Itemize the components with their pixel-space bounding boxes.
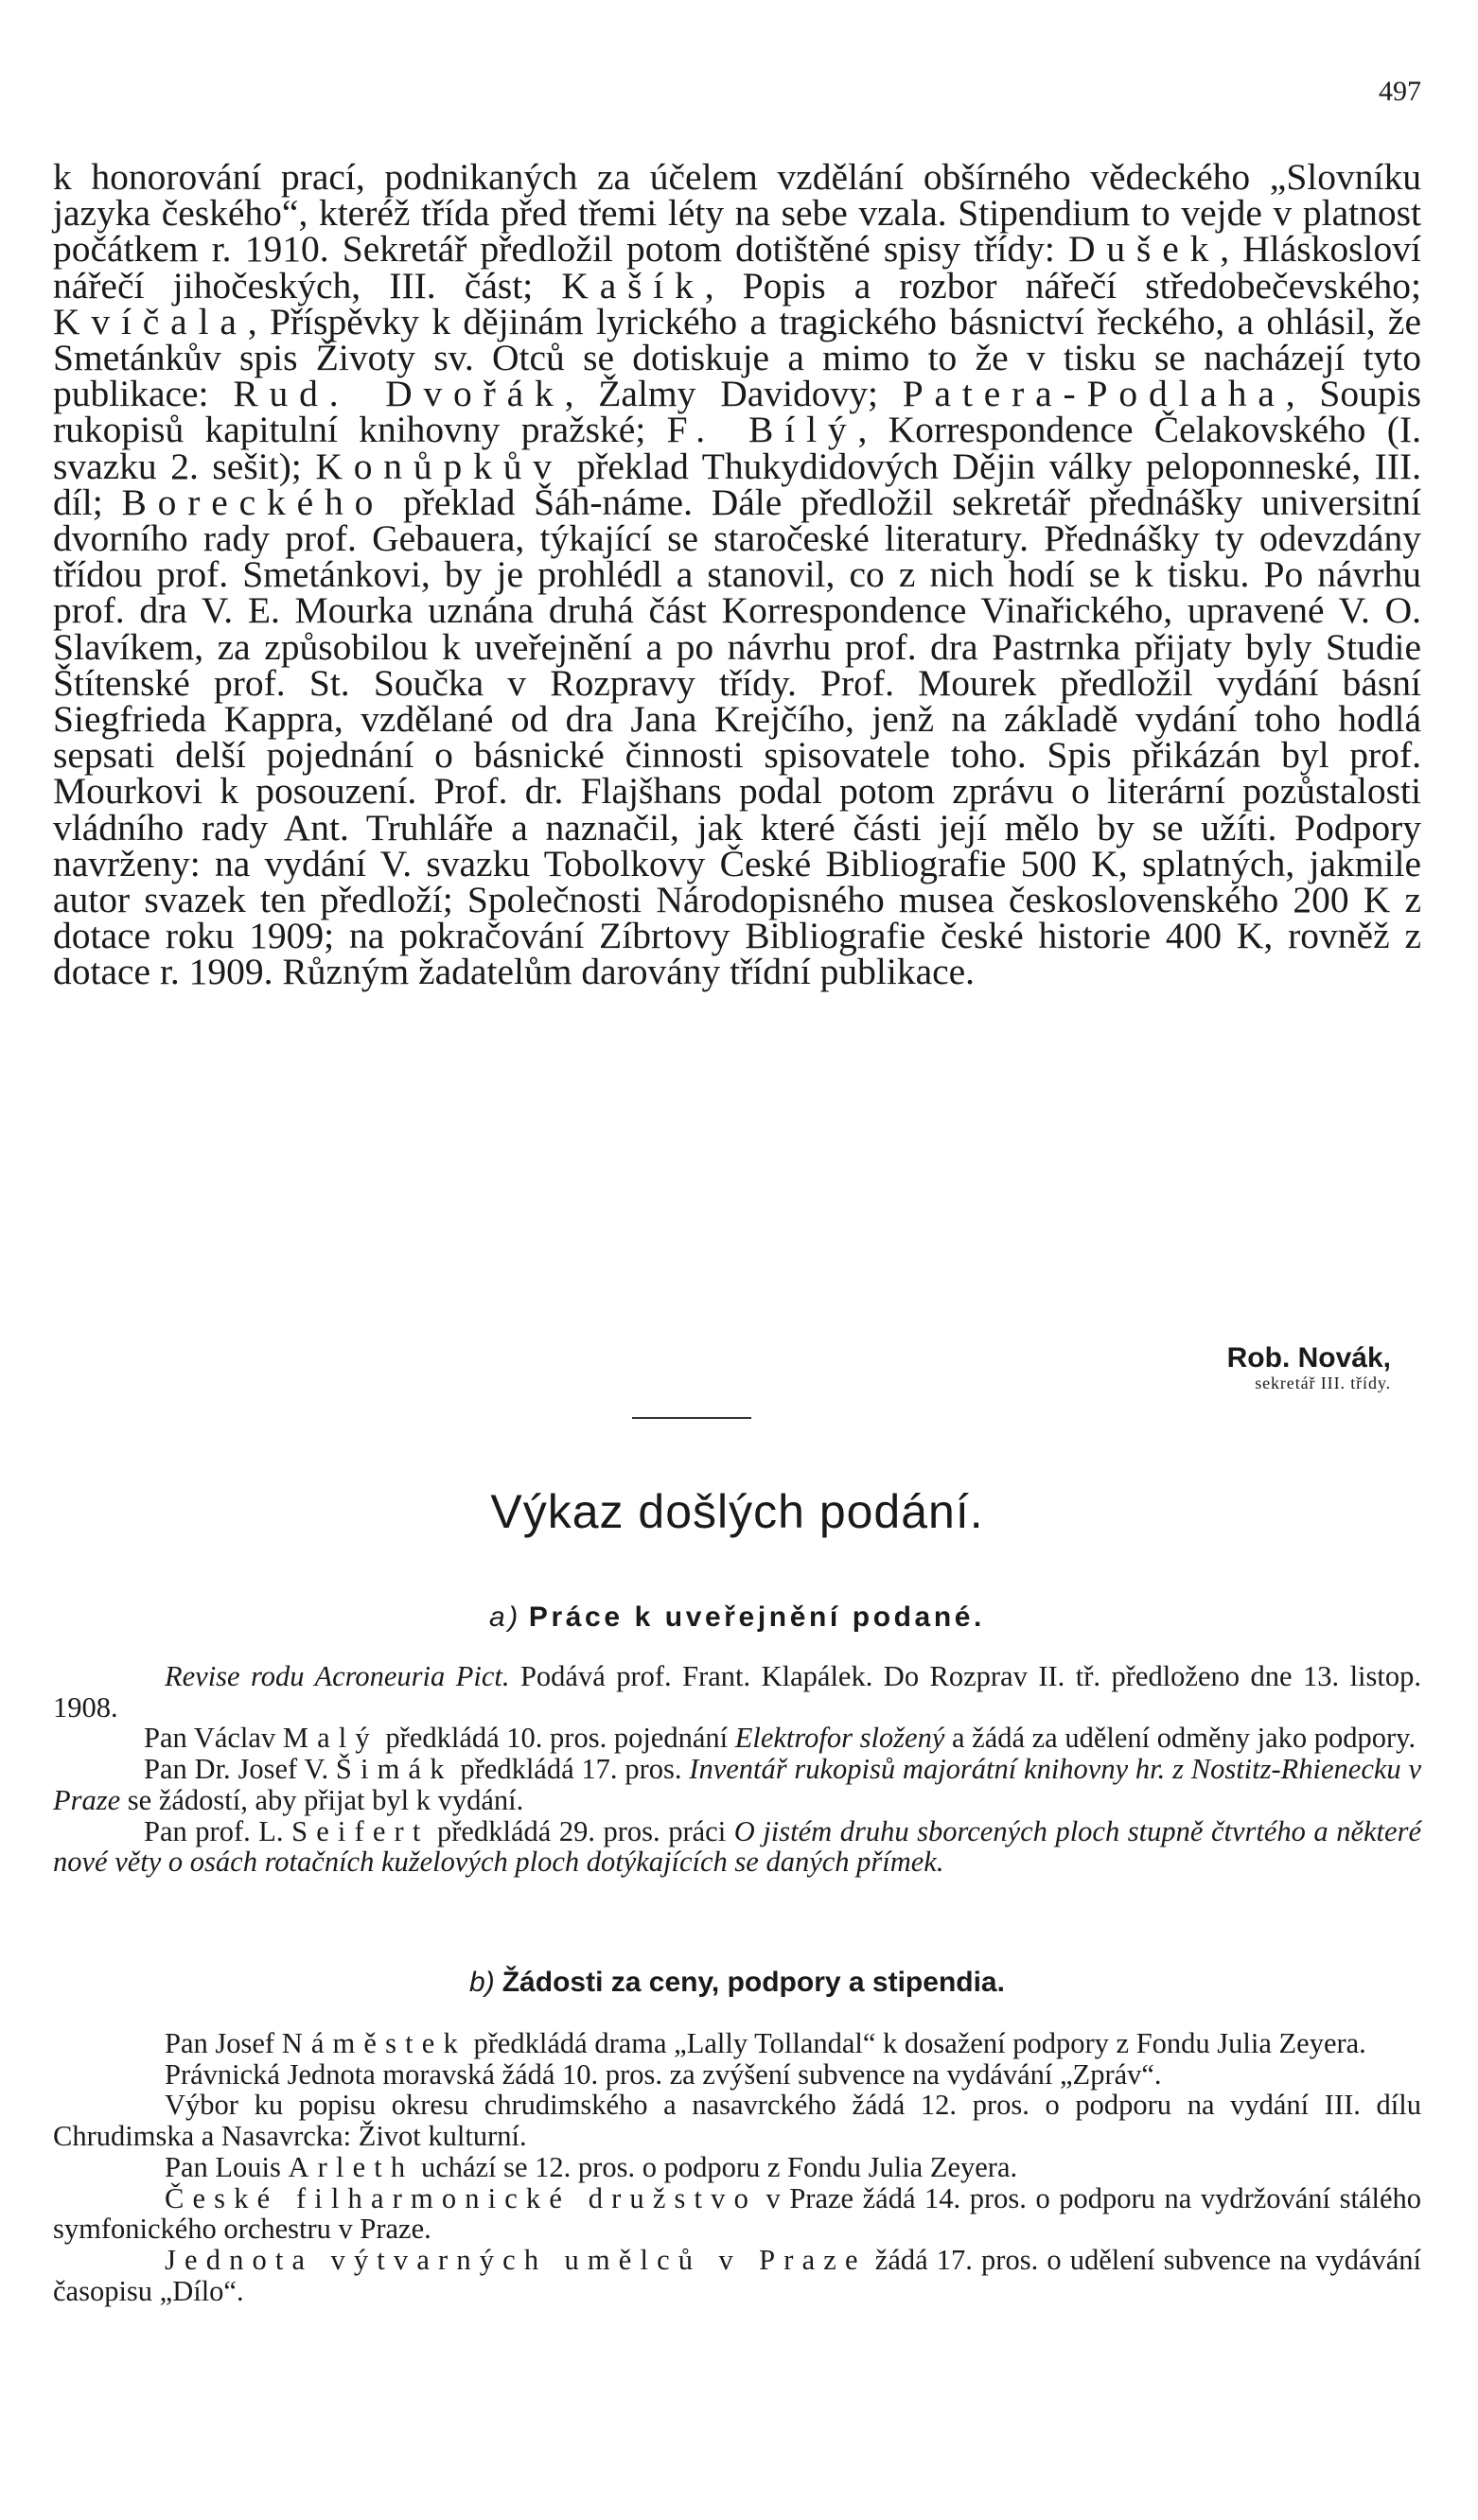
text-run: a žádá za udělení odměny jako podpory.: [944, 1722, 1416, 1755]
text-run: Pan Josef: [165, 2027, 282, 2059]
text-run: v Praze žádá 14. pros. o podporu na vydržování stálého symfonického orchestru v Praze.: [53, 2181, 1421, 2246]
list-item: [53, 2245, 1421, 2306]
subsection-marker: a): [489, 1601, 521, 1633]
text-run: předkládá 29. pros. práci: [429, 1814, 734, 1847]
list-item: [53, 1754, 1421, 1815]
list-item: [53, 2028, 1421, 2059]
spaced-name: České filharmonické družstvo: [165, 2181, 757, 2214]
work-title: Revise rodu Acroneuria Pict.: [165, 1660, 510, 1692]
text-run: předkládá drama „Lally Tollandal“ k dosažení podpory z Fondu Julia Zeyera.: [466, 2027, 1366, 2059]
signature-block: [1135, 1343, 1391, 1392]
subsection-heading-text: Práce k uveřejnění podané.: [528, 1601, 985, 1633]
spaced-name: Seifert: [291, 1814, 430, 1847]
list-item: [53, 1816, 1421, 1878]
text-run: , Popis a rozbor nářečí středobečevského;: [704, 264, 1421, 306]
spaced-name: Rud. Dvořák: [233, 373, 565, 415]
subsection-a-heading: [53, 1601, 1421, 1635]
text-run: uchází se 12. pros. o podporu z Fondu Julia Zeyera.: [413, 2150, 1018, 2183]
body-paragraph: [53, 156, 1421, 993]
section-divider: [632, 1417, 751, 1419]
work-title: Inventář rukopisů majorátní knihovny hr. z Nostitz-Rhienecku v Praze: [53, 1753, 1421, 1816]
text-run: Pan Louis: [165, 2150, 289, 2183]
list-item: [53, 2183, 1421, 2245]
submissions-list: [53, 1661, 1421, 1878]
text-run: , Hláskosloví nářečí jihočeských, III. část;: [53, 228, 1421, 306]
signature-name: Rob. Novák,: [1226, 1342, 1391, 1374]
spaced-name: Boreckého: [121, 481, 385, 523]
section-title: Výkaz došlých podání.: [490, 1485, 984, 1538]
spaced-name: Kvíčala: [53, 300, 248, 342]
list-item: [53, 1723, 1421, 1754]
text-run: Pan Dr. Josef V.: [144, 1753, 336, 1786]
text-run: se žádostí, aby přijat byl k vydání.: [120, 1783, 524, 1816]
text-run: žádá 17. pros. o udělení subvence na vydávání časopisu „Dílo“.: [53, 2243, 1421, 2307]
text-run: , Soupis rukopisů kapitulní knihovny pražské;: [53, 373, 1421, 451]
work-title: O jistém druhu sborcených ploch stupně čtvrtého a některé nové věty o osách rotačních kuželových ploch dotýkajících se daných přímek.: [53, 1814, 1421, 1879]
spaced-name: Jednota výtvarných umělců v Praze: [165, 2243, 867, 2276]
spaced-name: F. Bílý: [666, 409, 858, 451]
text-run: předkládá 10. pros. pojednání: [378, 1722, 735, 1755]
spaced-name: Náměstek: [281, 2027, 466, 2059]
spaced-name: Šimák: [335, 1753, 453, 1786]
text-run: předkládá 17. pros.: [452, 1753, 690, 1786]
requests-list: [53, 2028, 1421, 2306]
text-run: Podává prof. Frant. Klapálek. Do Rozprav II. tř. předloženo dne 13. listop. 1908.: [53, 1660, 1421, 1724]
subsection-marker: b): [469, 1967, 495, 1998]
text-run: překlad Šáh-náme. Dále předložil sekretář přednášky universitní dvorního rady prof. Gebauera, týkající se staročeské literatury. Přednášky ty odevzdány třídou prof. Smetánkovi, by je prohlédl a stanovil, co z nich hodí se k tisku. Po návrhu prof. dra V. E. Mourka uznána druhá část Korrespondence Vinařického, upravené V. O. Slavíkem, za způsobilou k uveřejnění a po návrhu prof. dra Pastrnka přijaty byly Studie Štítenské prof. St. Součka v Rozpravy třídy. Prof. Mourek předložil vydání básní Siegfrieda Kappra, vzdělané od dra Jana Krejčího, jenž na základě vydání toho hodlá sepsati delší pojednání o básnické činnosti spisovatele toho. Spis přikázán byl prof. Mourkovi k posouzení. Prof. dr. Flajšhans podal potom zprávu o literární pozůstalosti vládního rady Ant. Truhláře a naznačil, jak které části její mělo by se užíti. Podpory navrženy: na vydání V. svazku Tobolkovy České Bibliografie 500 K, splatných, jakmile autor svazek ten předloží; Společnosti Národopisného musea československého 200 K z dotace roku 1909; na pokračování Zíbrtovy Bibliografie české historie 400 K, rovněž z dotace r. 1909. Různým žadatelům darovány třídní publikace.: [53, 481, 1421, 993]
spaced-name: Dušek: [1068, 228, 1221, 271]
text-run: , Žalmy Davidovy;: [564, 373, 903, 415]
text-run: k honorování prací, podnikaných za účelem vzdělání obšírného vědeckého „Slovníku jazyka českého“, kteréž třída před třemi léty na sebe vzala. Stipendium to vejde v platnost počátkem r. 1910. Sekretář předložil potom dotištěné spisy třídy:: [53, 156, 1421, 271]
spaced-name: Kašík: [561, 264, 705, 306]
text-run: , Korrespondence Čelakovského (I. svazku 2. sešit);: [53, 409, 1421, 487]
text-run: překlad Thukydidových Dějin války peloponneské, III. díl;: [53, 445, 1421, 523]
page-number: 497: [1379, 76, 1421, 107]
spaced-name: Arleth: [288, 2150, 414, 2183]
list-item: [53, 1661, 1421, 1723]
subsection-heading-text: Žádosti za ceny, podpory a stipendia.: [501, 1967, 1005, 1998]
text-run: Pan prof. L.: [144, 1814, 292, 1847]
list-item: Právnická Jednota moravská žádá 10. pros. za zvýšení subvence na vydávání „Zpráv“.: [165, 2057, 1162, 2091]
subsection-b-heading: [53, 1966, 1421, 2000]
text-run: Pan Václav: [144, 1722, 283, 1755]
spaced-name: Patera-Podlaha: [902, 373, 1286, 415]
work-title: Elektrofor složený: [734, 1722, 945, 1755]
spaced-name: Konůpkův: [315, 445, 563, 487]
list-item: [53, 2152, 1421, 2183]
text-run: , Příspěvky k dějinám lyrického a tragického básnictví řeckého, a ohlásil, že Smetánkův spis Životy sv. Otců se dotiskuje a mimo to že v tisku se nacházejí tyto publikace:: [53, 300, 1421, 415]
main-body: [53, 156, 1421, 993]
list-item: Výbor ku popisu okresu chrudimského a nasavrckého žádá 12. pros. o podporu na vydání III. dílu Chrudimska a Nasavrcka: Život kulturní.: [53, 2089, 1421, 2153]
spaced-name: Malý: [282, 1722, 378, 1755]
signature-role: sekretář III. třídy.: [1255, 1374, 1391, 1392]
